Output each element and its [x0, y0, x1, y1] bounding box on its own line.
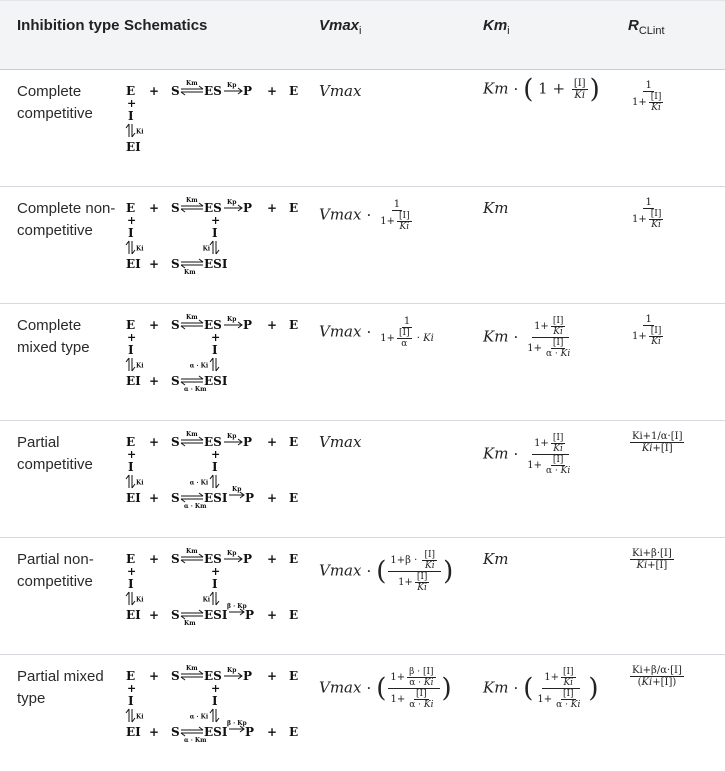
arrow-label: Kp [232, 486, 242, 493]
rclint-formula: 1 1+ $\frac{[I]}{Ki}$ [628, 187, 725, 304]
row-type: Complete competitive [0, 70, 124, 187]
species-S: S [171, 374, 180, 388]
plus-sign: + [267, 608, 278, 622]
species-ES: ES [204, 435, 222, 449]
species-E: E [289, 552, 299, 566]
species-I: I [212, 460, 218, 474]
schematic-cell [124, 538, 319, 655]
arrow-label: β · Kp [227, 603, 247, 610]
rclint-formula: 1 1+ $\frac{[I]}{Ki}$ [628, 304, 725, 421]
species-S: S [171, 669, 180, 683]
species-S: S [171, 201, 180, 215]
schematic-cell [124, 70, 319, 187]
header-inhibition-type: Inhibition type [0, 1, 124, 70]
species-ESI: ESI [204, 257, 228, 271]
arrow-label: Km [184, 620, 196, 627]
arrow-label: α · Ki [189, 362, 209, 370]
species-ESI: ESI [204, 374, 228, 388]
species-ESI: ESI [204, 491, 228, 505]
species-S: S [171, 318, 180, 332]
species-E: E [126, 318, 136, 332]
arrow-label: α · Ki [189, 479, 209, 487]
plus-sign: + [127, 565, 137, 578]
km-formula: Km · 1+ $\frac{[I]}{Ki}$ 1+ $\frac{[I]}{\alpha \cdot Ki}$ [483, 421, 628, 538]
species-E: E [126, 84, 136, 98]
arrow-label: Km [184, 269, 196, 276]
km-formula: Km · ( 1 + $\frac{[I]}{Ki}$ ) [483, 70, 628, 187]
arrow-label: Ki [136, 245, 144, 253]
species-P: P [245, 491, 255, 505]
schematic-svg [124, 421, 319, 521]
schematic-diagram [124, 304, 319, 404]
arrow-label: β · Kp [227, 720, 247, 727]
species-E: E [289, 84, 299, 98]
arrow-label: Km [186, 665, 198, 672]
vmax-formula: Vmax · 1 1+ $\frac{[I]}{\alpha}$ · Ki [319, 304, 483, 421]
species-I: I [212, 343, 218, 357]
species-ESI: ESI [204, 608, 228, 622]
table-row [0, 421, 725, 538]
plus-sign: + [149, 374, 160, 388]
plus-sign: + [267, 491, 278, 505]
species-I: I [212, 226, 218, 240]
arrow-label: Kp [227, 316, 237, 323]
schematic-diagram [124, 421, 319, 521]
schematic-svg [124, 538, 319, 638]
species-S: S [171, 435, 180, 449]
vmax-formula: Vmax · 1 1+ $\frac{[I]}{Ki}$ [319, 187, 483, 304]
schematic-cell [124, 421, 319, 538]
schematic-svg [124, 70, 319, 170]
row-type: Partial non-competitive [0, 538, 124, 655]
row-type: Partial mixed type [0, 655, 124, 772]
plus-sign: + [267, 84, 278, 98]
vmax-formula: Vmax [319, 421, 483, 538]
species-P: P [243, 552, 253, 566]
header-vmax: Vmax$_i$ [319, 1, 483, 70]
schematic-svg [124, 187, 319, 287]
arrow-label: Ki [136, 128, 144, 136]
arrow-label: Kp [227, 433, 237, 440]
table-row [0, 538, 725, 655]
arrow-label: α · Ki [189, 713, 209, 721]
plus-sign: + [211, 682, 221, 695]
species-EI: EI [126, 374, 141, 388]
plus-sign: + [211, 214, 221, 227]
species-EI: EI [126, 491, 141, 505]
vmax-formula: Vmax · ( 1+ $\frac{\beta \cdot [I]}{\alpha \cdot Ki}$ 1+ $\frac{[I]}{\alpha \cdot Ki}$ ) [319, 655, 483, 772]
arrow-label: α · Km [184, 503, 207, 510]
table-row [0, 655, 725, 772]
rclint-formula: 1 1+ $\frac{[I]}{Ki}$ [628, 70, 725, 187]
species-E: E [289, 201, 299, 215]
km-formula: Km · 1+ $\frac{[I]}{Ki}$ 1+ $\frac{[I]}{\alpha \cdot Ki}$ [483, 304, 628, 421]
arrow-label: Ki [136, 596, 144, 604]
species-P: P [243, 84, 253, 98]
species-EI: EI [126, 608, 141, 622]
species-P: P [245, 608, 255, 622]
schematic-cell [124, 655, 319, 772]
row-type: Complete non-competitive [0, 187, 124, 304]
plus-sign: + [211, 331, 221, 344]
schematic-svg [124, 655, 319, 755]
km-formula: Km [483, 187, 628, 304]
plus-sign: + [149, 725, 160, 739]
vmax-formula: Vmax [319, 70, 483, 187]
species-I: I [212, 577, 218, 591]
species-I: I [128, 343, 134, 357]
schematic-svg [124, 304, 319, 404]
plus-sign: + [149, 435, 160, 449]
species-P: P [243, 435, 253, 449]
species-P: P [243, 318, 253, 332]
arrow-label: Kp [227, 667, 237, 674]
schematic-diagram [124, 187, 319, 287]
arrow-label: α · Km [184, 386, 207, 393]
plus-sign: + [149, 201, 160, 215]
arrow-label: Km [186, 548, 198, 555]
species-I: I [128, 694, 134, 708]
plus-sign: + [211, 448, 221, 461]
schematic-diagram [124, 70, 319, 170]
plus-sign: + [149, 318, 160, 332]
table-row [0, 304, 725, 421]
plus-sign: + [127, 448, 137, 461]
arrow-label: α · Km [184, 737, 207, 744]
header-rclint: $R_{CLint}$ [628, 1, 725, 70]
plus-sign: + [127, 682, 137, 695]
species-S: S [171, 257, 180, 271]
plus-sign: + [149, 84, 160, 98]
plus-sign: + [149, 608, 160, 622]
species-I: I [128, 577, 134, 591]
arrow-label: Kp [227, 82, 237, 89]
schematic-diagram [124, 655, 319, 755]
species-I: I [128, 109, 134, 123]
table-row [0, 187, 725, 304]
species-E: E [289, 491, 299, 505]
rclint-formula: $\frac{Ki+\beta/\alpha\cdot[I]}{(Ki+[I])}$ [628, 655, 725, 772]
arrow-label: Kp [227, 550, 237, 557]
arrow-label: Km [186, 197, 198, 204]
species-S: S [171, 725, 180, 739]
species-P: P [243, 201, 253, 215]
species-E: E [289, 435, 299, 449]
species-EI: EI [126, 725, 141, 739]
header-row [0, 1, 725, 70]
km-formula: Km · ( 1+ $\frac{[I]}{Ki}$ 1+ $\frac{[I]}{\alpha \cdot Ki}$ ) [483, 655, 628, 772]
plus-sign: + [211, 565, 221, 578]
species-ES: ES [204, 84, 222, 98]
arrow-label: Km [186, 431, 198, 438]
plus-sign: + [267, 435, 278, 449]
species-ESI: ESI [204, 725, 228, 739]
species-ES: ES [204, 552, 222, 566]
table-row [0, 70, 725, 187]
plus-sign: + [149, 491, 160, 505]
row-type: Partial competitive [0, 421, 124, 538]
arrow-label: Ki [136, 479, 144, 487]
species-I: I [212, 694, 218, 708]
plus-sign: + [127, 97, 137, 110]
species-P: P [243, 669, 253, 683]
arrow-label: Ki [136, 713, 144, 721]
arrow-label: Ki [202, 245, 211, 253]
arrow-label: Ki [136, 362, 144, 370]
species-E: E [289, 669, 299, 683]
vmax-formula: Vmax · ( 1+β · $\frac{[I]}{Ki}$ 1+ $\frac{[I]}{Ki}$ ) [319, 538, 483, 655]
species-ES: ES [204, 201, 222, 215]
species-ES: ES [204, 318, 222, 332]
species-E: E [126, 669, 136, 683]
species-EI: EI [126, 257, 141, 271]
plus-sign: + [149, 669, 160, 683]
species-S: S [171, 608, 180, 622]
schematic-cell [124, 304, 319, 421]
arrow-label: Km [186, 80, 198, 87]
arrow-label: Kp [227, 199, 237, 206]
species-E: E [289, 725, 299, 739]
species-E: E [289, 318, 299, 332]
species-S: S [171, 84, 180, 98]
species-ES: ES [204, 669, 222, 683]
plus-sign: + [127, 331, 137, 344]
species-E: E [126, 435, 136, 449]
arrow-label: Km [186, 314, 198, 321]
plus-sign: + [267, 669, 278, 683]
header-schematics: Schematics [124, 1, 319, 70]
species-E: E [126, 552, 136, 566]
schematic-cell [124, 187, 319, 304]
plus-sign: + [149, 257, 160, 271]
species-P: P [245, 725, 255, 739]
plus-sign: + [267, 552, 278, 566]
plus-sign: + [127, 214, 137, 227]
row-type: Complete mixed type [0, 304, 124, 421]
arrow-label: Ki [202, 596, 211, 604]
species-E: E [126, 201, 136, 215]
plus-sign: + [267, 725, 278, 739]
species-I: I [128, 460, 134, 474]
header-km: $Km_i$ [483, 1, 628, 70]
plus-sign: + [267, 201, 278, 215]
species-EI: EI [126, 140, 141, 154]
rclint-formula: $\frac{Ki+\beta\cdot[I]}{Ki+[I]}$ [628, 538, 725, 655]
species-I: I [128, 226, 134, 240]
species-S: S [171, 491, 180, 505]
km-formula: Km [483, 538, 628, 655]
species-S: S [171, 552, 180, 566]
schematic-diagram [124, 538, 319, 638]
species-E: E [289, 608, 299, 622]
rclint-formula: $\frac{Ki+1/\alpha\cdot[I]}{Ki+[I]}$ [628, 421, 725, 538]
plus-sign: + [267, 318, 278, 332]
plus-sign: + [149, 552, 160, 566]
